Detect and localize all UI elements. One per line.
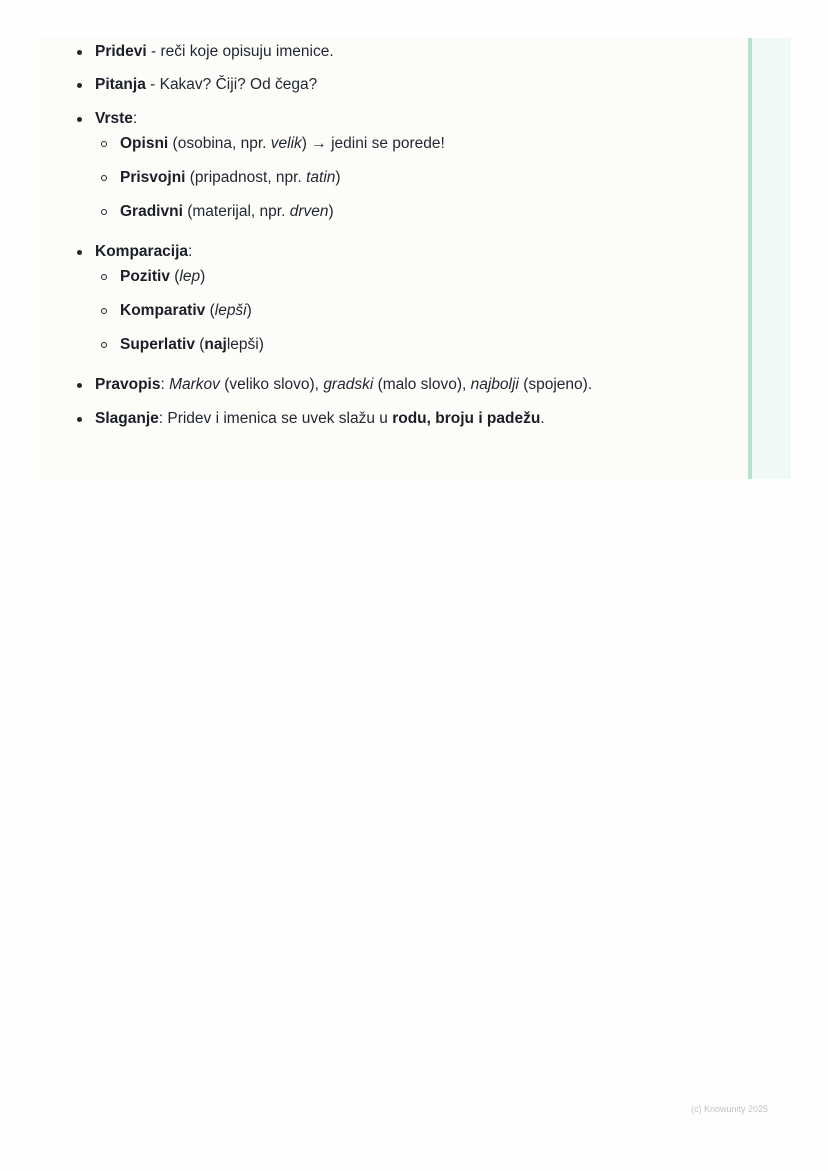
term: Pozitiv	[120, 268, 170, 285]
term: Pitanja	[95, 76, 146, 93]
term: Vrste	[95, 110, 133, 127]
prefix: naj	[204, 336, 227, 353]
text: (malo slovo),	[373, 376, 471, 393]
sublist-item-komparativ	[95, 300, 264, 322]
term: Gradivni	[120, 203, 183, 220]
text: (pripadnost, npr.	[185, 169, 307, 186]
punct: :	[188, 243, 193, 260]
example: najbolji	[470, 376, 519, 393]
list-item-vrste	[95, 108, 445, 223]
text: (veliko slovo),	[219, 376, 324, 393]
text: lepši)	[226, 336, 264, 353]
term: Superlativ	[120, 336, 195, 353]
sublist-item-prisvojni	[95, 167, 445, 189]
text: )	[328, 203, 334, 220]
example: drven	[289, 203, 329, 220]
text: (	[169, 268, 180, 285]
text: )	[246, 302, 252, 319]
example: lepši	[214, 302, 247, 319]
term: Komparativ	[120, 302, 206, 319]
text: (	[205, 302, 215, 319]
emphasis: rodu, broju i padežu	[392, 410, 541, 427]
punct: :	[160, 376, 170, 393]
term: Pridevi	[95, 43, 147, 60]
example: Markov	[169, 376, 220, 393]
definition: - Kakav? Čiji? Od čega?	[145, 76, 318, 93]
sublist-item-gradivni	[95, 201, 445, 223]
text: (	[194, 336, 205, 353]
text: (osobina, npr.	[168, 135, 271, 152]
term: Komparacija	[95, 243, 189, 260]
vrste-sublist	[95, 133, 445, 223]
komparacija-sublist	[95, 266, 264, 356]
text: )	[335, 169, 341, 186]
copyright-footer: (c) Knowunity 2025	[691, 1104, 769, 1114]
list-item-pridevi	[95, 41, 334, 63]
text: ) → jedini se porede!	[301, 135, 445, 152]
text: (spojeno).	[518, 376, 593, 393]
text: (materijal, npr.	[182, 203, 290, 220]
term: Opisni	[120, 135, 169, 152]
list-item-pitanja	[95, 74, 317, 96]
term: Prisvojni	[120, 169, 186, 186]
example: gradski	[323, 376, 374, 393]
punct: :	[132, 110, 138, 127]
example: tatin	[306, 169, 336, 186]
text: )	[200, 268, 206, 285]
punct: .	[540, 410, 545, 427]
example: velik	[270, 135, 302, 152]
example: lep	[179, 268, 201, 285]
list-item-komparacija	[95, 241, 264, 356]
sublist-item-pozitiv	[95, 266, 264, 288]
term: Pravopis	[95, 376, 161, 393]
definition: - reči koje opisuju imenice.	[146, 43, 334, 60]
sublist-item-superlativ	[95, 334, 264, 356]
list-item-slaganje	[95, 408, 545, 430]
text: : Pridev i imenica se uvek slažu u	[158, 410, 393, 427]
side-accent-bar	[748, 38, 791, 479]
list-item-pravopis	[95, 374, 592, 396]
sublist-item-opisni	[95, 133, 445, 155]
term: Slaganje	[95, 410, 159, 427]
